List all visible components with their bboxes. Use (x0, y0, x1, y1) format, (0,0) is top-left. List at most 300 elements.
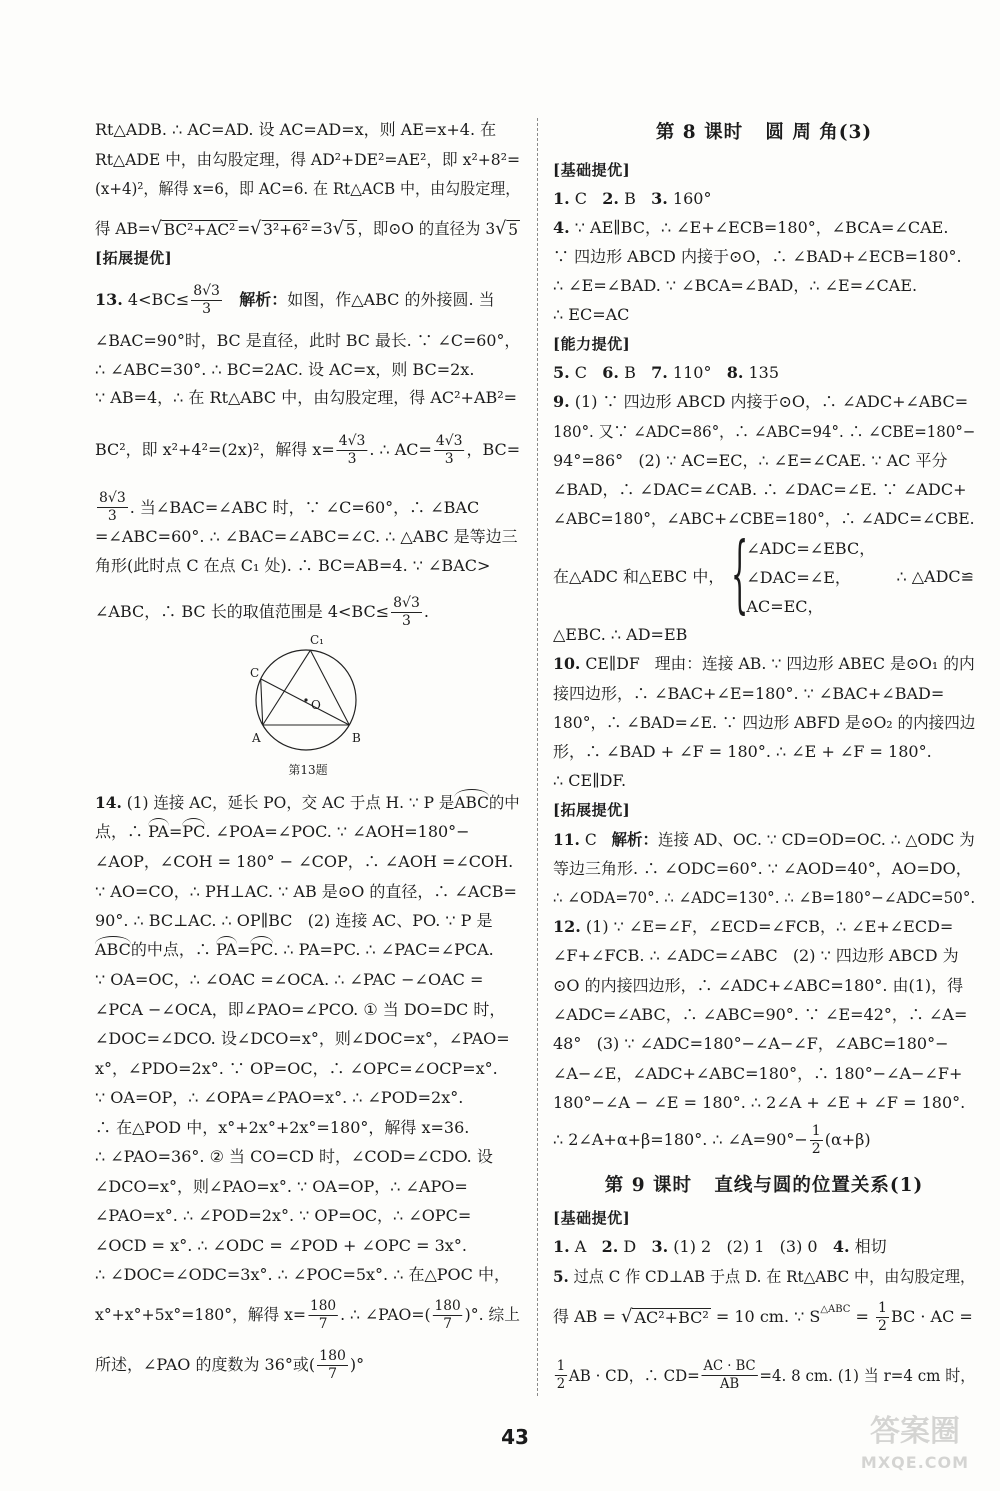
text-line (95, 1171, 520, 1203)
text-run: ∠ABC，∴ BC 长的取值范围是 4<BC≤ (95, 602, 390, 621)
bold-text: 1. (553, 189, 570, 208)
arc-notation: ABC (95, 940, 131, 959)
square-root (333, 219, 358, 239)
text-line (553, 911, 975, 943)
text-run: C (569, 189, 603, 208)
bold-text: 11. (553, 830, 580, 849)
fraction-denominator: AB (719, 1376, 740, 1392)
line-content (553, 445, 948, 477)
text-line (553, 1087, 975, 1119)
text-line (553, 538, 975, 616)
bold-text: 2. (602, 189, 619, 208)
text-run: 110° (667, 363, 727, 382)
text-run: 4<BC≤ (122, 290, 190, 309)
text-run: x°，∠PDO=2x°. ∵ OP=OC，∴ ∠OPC=∠OCP=x°. (95, 1059, 498, 1078)
arc-notation: PC (182, 822, 206, 841)
text-line (95, 242, 520, 274)
text-line (553, 386, 975, 418)
line-content (553, 1028, 949, 1060)
text-run: . 当∠BAC=∠ABC 时，∵ ∠C=60°，∴ ∠BAC (129, 497, 480, 517)
text-line (553, 707, 975, 739)
fraction-denominator: 7 (318, 1315, 328, 1332)
text-run: 角形(此时点 C 在点 C₁ 处). ∴ BC=AB=4. ∵ ∠BAC> (95, 556, 491, 575)
radicand: √ 5 (508, 219, 519, 239)
text-run: ∠ADC=∠ABC，∴ ∠ABC=90°. ∵ ∠E=42°，∴ ∠A= (553, 1005, 968, 1024)
text-line (95, 816, 520, 848)
text-run: = (850, 1307, 875, 1326)
fraction-denominator: 3 (107, 508, 117, 524)
bold-text: 5. (553, 1267, 569, 1286)
line-content (553, 328, 630, 360)
text-line (553, 357, 975, 389)
fraction-denominator: 2 (811, 1140, 821, 1157)
text-line (553, 445, 975, 477)
line-content (553, 648, 975, 680)
system-row: ∠DAC=∠E， (746, 567, 851, 587)
text-line (553, 183, 975, 215)
bold-text: 解析： (611, 830, 658, 849)
text-run: ∠PAO=x°. ∴ ∠POD=2x°. ∵ OP=OC，∴ ∠OPC= (95, 1206, 472, 1225)
line-content (553, 1261, 975, 1293)
text-run: 相切 (849, 1237, 887, 1256)
fraction (555, 1358, 567, 1393)
subscript: △ABC (820, 1304, 851, 1315)
fraction-numerator: 8√3 (193, 282, 220, 299)
text-run: C (579, 830, 612, 849)
arc-notation: ABC (454, 793, 489, 812)
system-row: AC=EC， (746, 596, 824, 616)
text-line (553, 328, 975, 360)
line-content (553, 853, 972, 885)
bold-text: 5. (553, 363, 570, 382)
text-run: ∴ CE∥DF. (553, 771, 627, 790)
line-content (553, 911, 953, 943)
text-line (553, 794, 975, 826)
line-content (553, 1202, 630, 1234)
text-run: (α+β) (824, 1130, 871, 1149)
text-run: = 10 cm. ∵ S (710, 1307, 821, 1326)
text-run: ∴ △ADC≌ (881, 567, 975, 586)
text-run: 的中 (488, 793, 520, 812)
line-content (553, 212, 948, 244)
line-content (553, 474, 967, 506)
square-root (250, 219, 310, 239)
line-content (95, 1349, 364, 1381)
line-content (553, 882, 975, 914)
text-run: ∵ AE∥BC，∴ ∠E+∠ECB=180°，∠BCA=∠CAE. (569, 218, 949, 237)
text-line (95, 284, 520, 316)
text-run: )°. 综上 (464, 1305, 520, 1324)
line-content (553, 1301, 973, 1333)
bold-text: 1. (553, 1237, 570, 1256)
fraction-numerator: 8√3 (393, 594, 420, 611)
text-line (95, 114, 520, 146)
line-content (95, 1141, 493, 1173)
bold-text: 4. (553, 218, 570, 237)
text-run: . ∠POA=∠POC. ∵ ∠AOH=180°− (205, 822, 470, 841)
text-line (553, 1170, 975, 1202)
line-content (95, 521, 518, 553)
text-run: ∵ OA=OC，∴ ∠OAC =∠OCA. ∴ ∠PAC −∠OAC = (95, 970, 484, 989)
line-content (95, 994, 505, 1026)
line-content (553, 794, 630, 826)
line-content (553, 736, 932, 768)
right-column (553, 0, 975, 1491)
segment-cb (261, 679, 350, 725)
lesson-title: 第 8 课时 圆 周 角(3) (655, 122, 873, 143)
text-run: (1) ∵ 四边形 ABCD 内接于⊙O，∴ ∠ADC+∠ABC= (569, 392, 969, 411)
text-line (553, 270, 975, 302)
text-line (95, 1082, 520, 1114)
fraction (391, 595, 422, 630)
text-line (553, 117, 975, 149)
text-run: ∠A−∠E，∠ADC+∠ABC=180°，∴ 180°−∠A−∠F+ (553, 1064, 963, 1083)
segment-ac1 (263, 650, 311, 725)
line-content (95, 964, 483, 996)
label-c: C (250, 666, 260, 680)
text-run: A (569, 1237, 602, 1256)
line-content (553, 1124, 871, 1156)
text-line (95, 876, 520, 908)
line-content (553, 940, 959, 972)
text-line (95, 144, 520, 176)
text-run: △EBC. ∴ AD=EB (553, 625, 688, 644)
text-run: ∠ABC=180°，∠ABC+∠CBE=180°，∴ ∠ADC=∠CBE. (553, 509, 975, 528)
text-run: 94°=86° (2) ∵ AC=EC，∴ ∠E=∠CAE. ∵ AC 平分 (553, 451, 948, 470)
column-divider (537, 118, 538, 1396)
arc-notation: PA (215, 940, 237, 959)
text-run: 过点 C 作 CD⊥AB 于点 D. 在 Rt△ABC 中，由勾股定理， (568, 1267, 976, 1286)
watermark-logo (845, 1412, 985, 1474)
text-run: ，即⊙O 的直径为 3 (357, 219, 496, 238)
line-content (95, 1023, 510, 1055)
watermark-site: MXQE.COM (860, 1453, 970, 1472)
line-content (95, 382, 517, 414)
line-content (95, 173, 520, 205)
line-content (95, 284, 495, 316)
text-line (553, 503, 975, 535)
text-run: Rt△ADE 中，由勾股定理，得 AD²+DE²=AE²，即 x²+8²= (95, 150, 521, 169)
text-run: ∠PCA −∠OCA，即∠PAO=∠PCO. ① 当 DO=DC 时， (95, 1000, 506, 1019)
text-line (95, 325, 520, 357)
text-run: ∠BAD，∴ ∠DAC=∠CAB. ∴ ∠DAC=∠E. ∵ ∠ADC+ (553, 480, 967, 499)
arc-notation: PC (250, 940, 274, 959)
text-line (553, 619, 975, 651)
section-label: [拓展提优] (95, 249, 173, 267)
fraction-denominator: 2 (878, 1317, 887, 1334)
section-label: [基础提优] (553, 1209, 631, 1227)
text-run: (1) 连接 AC，延长 PO，交 AC 于点 H. ∵ P 是 (121, 793, 455, 812)
text-line (553, 1202, 975, 1234)
text-line (553, 416, 975, 448)
text-line (553, 1349, 976, 1392)
equation-system (730, 534, 875, 621)
line-content (553, 1087, 965, 1119)
line-content (95, 1082, 463, 1114)
text-run: ∵ AB=4，∴ 在 Rt△ABC 中，由勾股定理，得 AC²+AB²= (95, 388, 518, 407)
text-line (553, 1058, 975, 1090)
text-line (95, 787, 520, 819)
fraction-numerator: 4√3 (338, 432, 366, 449)
text-run: BC²，即 x²+4²=(2x)²，解得 x= (95, 440, 335, 459)
line-content (95, 325, 520, 357)
text-run: D (618, 1237, 652, 1256)
line-content (553, 1231, 887, 1263)
line-content (553, 707, 975, 739)
text-run: = (168, 822, 183, 841)
text-line (553, 678, 975, 710)
fraction (97, 490, 128, 525)
fraction-denominator: 7 (328, 1365, 337, 1382)
text-run: ∴ ∠E=∠BAD. ∵ ∠BCA=∠BAD，∴ ∠E=∠CAE. (553, 276, 918, 295)
segment-ac (261, 679, 263, 725)
fraction-denominator: 2 (556, 1376, 566, 1392)
text-line (553, 1124, 975, 1156)
fraction (191, 283, 222, 318)
fraction-numerator: 180 (434, 1297, 461, 1314)
label-a: A (252, 731, 261, 745)
fraction-numerator: 1 (556, 1358, 566, 1374)
line-content (95, 550, 490, 582)
text-run: BC · AC = (890, 1307, 973, 1326)
line-content (95, 1053, 498, 1085)
line-content (553, 1360, 975, 1392)
line-content (95, 114, 496, 146)
line-content (553, 241, 962, 273)
text-line (553, 999, 975, 1031)
text-line (95, 173, 520, 205)
fraction-denominator: 3 (444, 450, 454, 467)
text-run: 所述，∠PAO 的度数为 36°或( (95, 1355, 316, 1374)
fraction-numerator: 4√3 (435, 432, 463, 449)
bold-text: 13. (95, 290, 123, 309)
text-run: (x+4)²，解得 x=6，即 AC=6. 在 Rt△ACB 中，由勾股定理， (95, 179, 521, 198)
radicand: √ 5 (345, 219, 356, 239)
text-run (224, 284, 239, 316)
system-row: { ∠ADC=∠EBC， (746, 538, 876, 558)
text-run: 等边三角形. ∴ ∠ODC=60°. ∵ ∠AOD=40°，AO=DO， (553, 859, 972, 878)
text-run: 连接 AD、OC. ∵ CD=OD=OC. ∴ △ODC 为 (657, 830, 975, 849)
fraction (308, 1298, 338, 1333)
text-line (553, 1261, 975, 1293)
text-run: ∵ OA=OP，∴ ∠OPA=∠PAO=x°. ∴ ∠POD=2x°. (95, 1088, 464, 1107)
text-run: =4. 8 cm. (1) 当 r=4 cm 时， (759, 1365, 976, 1385)
fraction-numerator: 8√3 (99, 490, 126, 506)
fraction-numerator: 1 (878, 1299, 887, 1316)
text-run: AB · CD，∴ CD= (568, 1365, 700, 1385)
segment-c1b (310, 650, 349, 725)
text-run: C (569, 363, 603, 382)
section-label: [能力提优] (553, 335, 631, 353)
text-run: =3 (310, 219, 333, 238)
radicand: √ AC²+BC² (634, 1307, 709, 1327)
square-root (495, 219, 520, 239)
text-run: . ∴ AC= (369, 440, 432, 459)
fraction (702, 1358, 758, 1393)
line-content (553, 999, 967, 1031)
text-run: 48° (3) ∵ ∠ADC=180°−∠A−∠F，∠ABC=180°− (553, 1034, 949, 1053)
fraction-numerator: AC · BC (703, 1358, 756, 1374)
text-line (553, 212, 975, 244)
figure-13-circle-diagram (230, 630, 380, 780)
line-content (95, 434, 520, 466)
fraction (810, 1123, 823, 1158)
fraction-denominator: 7 (443, 1315, 453, 1332)
bold-text: 14. (95, 793, 122, 812)
line-content (553, 678, 944, 710)
text-line (95, 905, 520, 937)
text-line (95, 1053, 520, 1085)
text-line (553, 853, 975, 885)
line-content (95, 876, 517, 908)
line-content (95, 905, 493, 937)
text-line (95, 846, 520, 878)
text-run: ∠DOC=∠DCO. 设∠DCO=x°，则∠DOC=x°，∠PAO= (95, 1029, 510, 1048)
text-run: ∠DCO=x°，则∠PAO=x°. ∵ OA=OP，∴ ∠APO= (95, 1177, 468, 1196)
square-root (621, 1307, 711, 1327)
text-line (95, 1230, 520, 1262)
line-content (95, 242, 172, 274)
text-run: 形，∴ ∠BAD + ∠F = 180°. ∴ ∠E + ∠F = 180°. (553, 742, 932, 761)
radicand: √ BC²+AC² (163, 219, 236, 239)
line-content (553, 538, 975, 616)
text-run: ∠AOP，∠COH = 180° − ∠COP，∴ ∠AOH =∠COH. (95, 852, 514, 871)
text-run: 如图，作△ABC 的外接圆. 当 (287, 290, 495, 309)
line-content (95, 787, 520, 819)
text-line (95, 1200, 520, 1232)
text-line (553, 882, 975, 914)
fraction-denominator: 3 (402, 612, 411, 629)
center-point (304, 698, 307, 701)
fraction (317, 1348, 348, 1383)
page-number: 43 (501, 1425, 529, 1449)
line-content (95, 1112, 469, 1144)
text-line (95, 481, 520, 524)
bold-text: 3. (651, 189, 668, 208)
text-line (95, 934, 520, 966)
text-run: 180°−∠A − ∠E = 180°. ∴ 2∠A + ∠E + ∠F = 180°. (553, 1093, 966, 1112)
text-line (553, 648, 975, 680)
text-run: 135 (743, 363, 780, 382)
text-run: 得 AB = (553, 1307, 621, 1326)
watermark-brand: 答案圈 (870, 1414, 960, 1449)
line-content (95, 816, 470, 848)
text-run: ∠F+∠FCB. ∴ ∠ADC=∠ABC (2) ∵ 四边形 ABCD 为 (553, 946, 959, 965)
line-content (95, 1200, 471, 1232)
text-line (95, 964, 520, 996)
fraction (433, 1298, 463, 1333)
text-run: )° (349, 1355, 365, 1374)
text-run: 得 AB= (95, 219, 151, 238)
text-run: ∠OCD = x°. ∴ ∠ODC = ∠POD + ∠OPC = 3x°. (95, 1236, 467, 1255)
text-line (553, 824, 975, 856)
text-run: 在△ADC 和△EBC 中， (553, 567, 725, 586)
line-content (553, 270, 917, 302)
figure-caption: 第13题 (288, 763, 328, 777)
line-content (656, 117, 872, 149)
bold-text: 8. (726, 363, 744, 382)
text-line (95, 1259, 520, 1291)
section-label: [拓展提优] (553, 801, 631, 819)
text-line (553, 474, 975, 506)
fraction-denominator: 3 (202, 300, 212, 317)
bold-text: 解析： (239, 290, 288, 309)
text-run: B (619, 189, 652, 208)
line-content (95, 1230, 467, 1262)
lesson-title: 第 9 课时 直线与圆的位置关系(1) (604, 1175, 924, 1196)
text-line (553, 1028, 975, 1060)
label-o: O (311, 698, 321, 712)
bold-text: 10. (553, 654, 581, 673)
text-line (553, 765, 975, 797)
text-run: 160° (667, 189, 712, 208)
text-run: ∵ AO=CO，∴ PH⊥AC. ∵ AB 是⊙O 的直径，∴ ∠ACB= (95, 882, 517, 901)
text-line (95, 994, 520, 1026)
line-content (95, 1171, 468, 1203)
text-run: ∴ ∠ABC=30°. ∴ BC=2AC. 设 AC=x，则 BC=2x. (95, 360, 475, 379)
line-content (95, 596, 429, 628)
text-run: ∵ 四边形 ABCD 内接于⊙O，∴ ∠BAD+∠ECB=180°. (553, 247, 962, 266)
text-run: 90°. ∴ BC⊥AC. ∴ OP∥BC (2) 连接 AC、PO. ∵ P 是 (95, 911, 493, 930)
text-line (95, 382, 520, 414)
text-run: 180°. 又∵ ∠ADC=86°，∴ ∠ABC=94°. ∴ ∠CBE=180°− (553, 422, 976, 441)
fraction (434, 433, 465, 468)
text-line (553, 1301, 975, 1333)
text-run: = (237, 219, 251, 238)
text-run: ∴ ∠PAO=36°. ② 当 CO=CD 时，∠COD=∠CDO. 设 (95, 1147, 493, 1166)
text-run: ∴ EC=AC (553, 305, 630, 324)
text-run: 接四边形，∴ ∠BAC+∠E=180°. ∵ ∠BAC+∠BAD= (553, 684, 945, 703)
text-run: (1) ∵ ∠E=∠F，∠ECD=∠FCB，∴ ∠E+∠ECD= (580, 917, 954, 936)
text-run: 的中点，∴ (130, 940, 216, 959)
text-run: ，BC= (466, 440, 521, 459)
text-line (95, 1023, 520, 1055)
bold-text: 3. (651, 1237, 669, 1256)
line-content (95, 1299, 520, 1331)
fraction (337, 433, 368, 468)
fraction-numerator: 180 (319, 1347, 346, 1364)
line-content (95, 492, 479, 524)
text-run: 180°，∴ ∠BAD=∠E. ∵ 四边形 ABFD 是⊙O₂ 的内接四边 (553, 713, 976, 732)
text-run: 点，∴ (95, 822, 149, 841)
text-run: = (236, 940, 251, 959)
text-line (95, 1112, 520, 1144)
text-run: ∴ 在△POD 中，x°+2x°+2x°=180°，解得 x=36. (95, 1118, 470, 1137)
text-run: Rt△ADB. ∴ AC=AD. 设 AC=AD=x，则 AE=x+4. 在 (95, 120, 497, 139)
bold-text: 7. (651, 363, 668, 382)
label-c1: C₁ (310, 633, 324, 647)
line-content (553, 416, 975, 448)
text-line (95, 521, 520, 553)
bold-text: 6. (602, 363, 619, 382)
bold-text: 12. (553, 917, 581, 936)
text-run: (1) 2 (2) 1 (3) 0 (668, 1237, 833, 1256)
text-line (553, 736, 975, 768)
line-content (95, 144, 520, 176)
text-line (95, 1299, 520, 1331)
text-line (553, 241, 975, 273)
line-content (95, 934, 494, 966)
line-content (553, 765, 626, 797)
bold-text: 4. (832, 1237, 850, 1256)
line-content (553, 154, 630, 186)
square-root (151, 219, 238, 239)
text-line (95, 434, 520, 466)
line-content (553, 619, 687, 651)
text-run: =∠ABC=60°. ∴ ∠BAC=∠ABC=∠C. ∴ △ABC 是等边三 (95, 527, 518, 546)
fraction-numerator: 1 (811, 1122, 821, 1139)
text-line (553, 940, 975, 972)
